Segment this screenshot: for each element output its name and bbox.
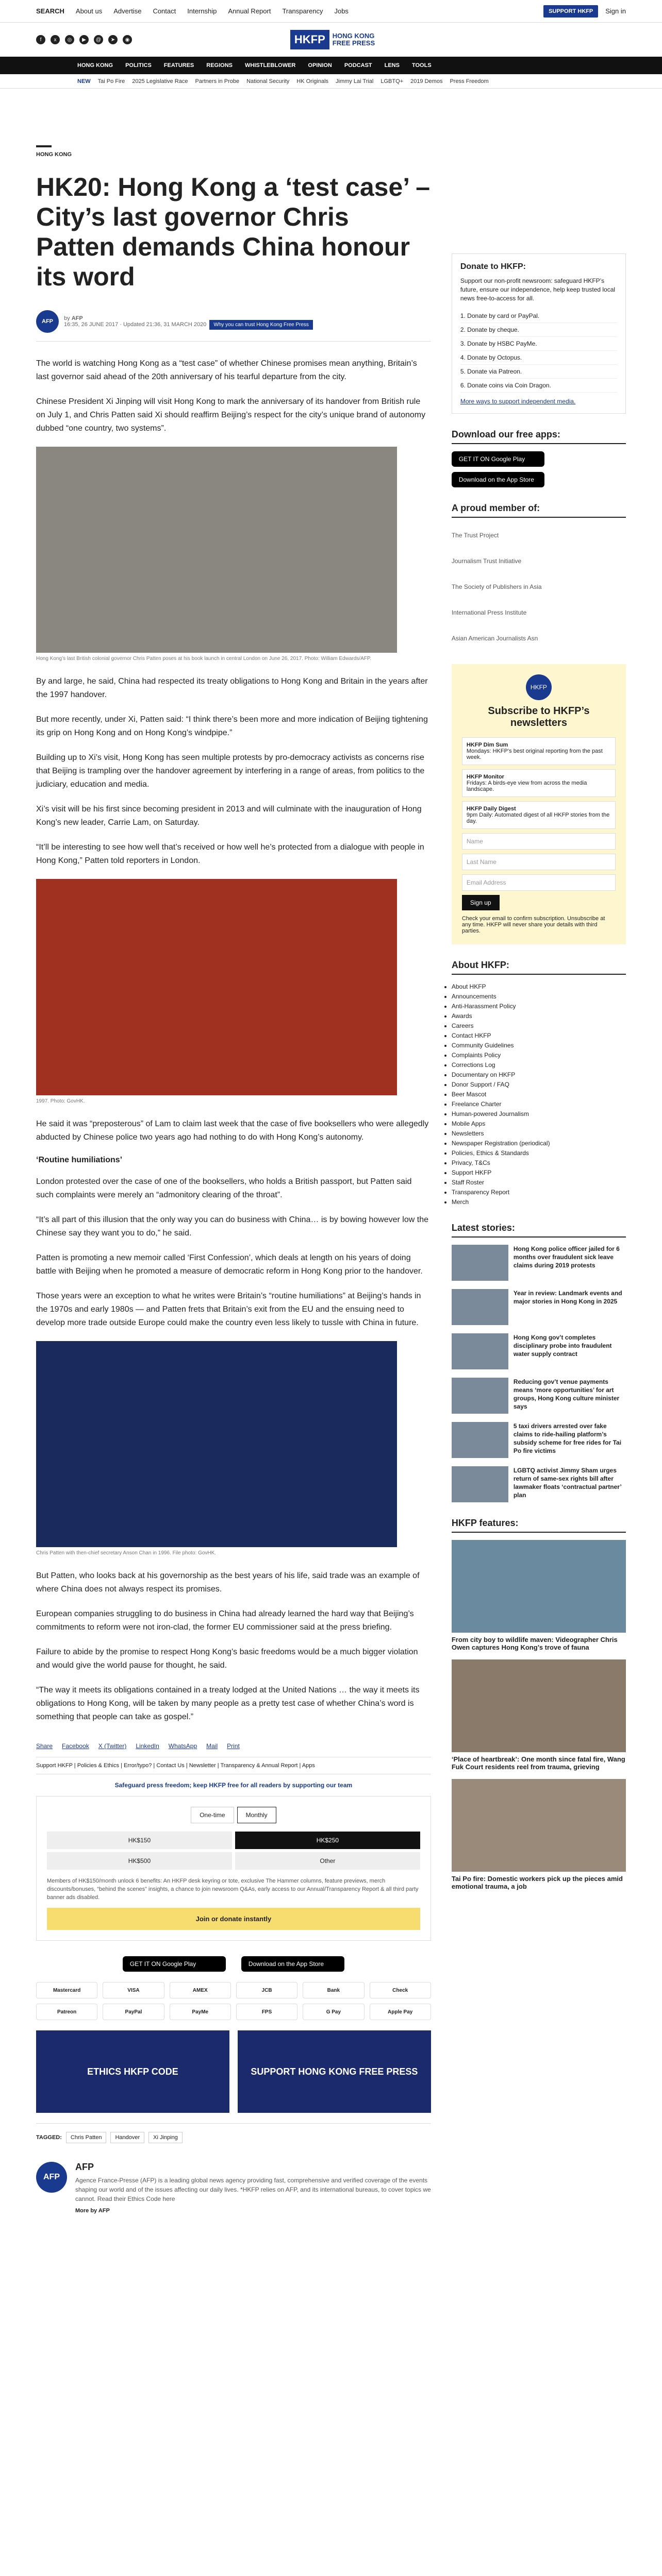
amount-option[interactable]: Other xyxy=(235,1852,420,1870)
telegram-icon[interactable]: ➤ xyxy=(108,35,118,44)
about-link[interactable]: • Careers xyxy=(452,1021,626,1031)
feature-photo xyxy=(452,1659,626,1752)
instagram-icon[interactable]: ◎ xyxy=(65,35,74,44)
about-link[interactable]: • Beer Mascot xyxy=(452,1090,626,1099)
nav-politics[interactable]: POLITICS xyxy=(125,62,152,69)
paragraph: But Patten, who looks back at his governorship as the best years of his life, said trade was an example of where China does not always respect its promises. xyxy=(36,1571,420,1594)
nav-opinion[interactable]: OPINION xyxy=(308,62,332,69)
about-link[interactable]: • Awards xyxy=(452,1011,626,1021)
trending-tag[interactable]: Jimmy Lai Trial xyxy=(336,78,374,84)
trending-tags xyxy=(0,74,662,89)
byline: AFP by AFP 16:35, 26 JUNE 2017 · Updated 21:36, 31 MARCH 2020 Why you can trust Hong Kong Free Press xyxy=(36,310,431,342)
tab-monthly[interactable]: Monthly xyxy=(237,1807,276,1823)
trending-tag[interactable]: National Security xyxy=(246,78,290,84)
hkfp-logo[interactable]: HKFP HONG KONG FREE PRESS xyxy=(290,30,375,49)
amount-option[interactable]: HK$500 xyxy=(47,1852,232,1870)
trending-tag[interactable]: Tai Po Fire xyxy=(97,78,125,84)
more-ways-link[interactable]: More ways to support independent media. xyxy=(460,398,576,405)
about-link[interactable]: • Contact HKFP xyxy=(452,1031,626,1041)
nav-lens[interactable]: LENS xyxy=(384,62,400,69)
author-avatar[interactable]: AFP xyxy=(36,310,59,333)
payment-methods xyxy=(36,1982,431,2020)
apple-pay-icon[interactable]: Apple Pay xyxy=(370,2004,431,2020)
mastercard-icon[interactable]: Mastercard xyxy=(36,1982,97,1998)
donate-option[interactable]: 1. Donate by card or PayPal. xyxy=(460,309,617,323)
google-pay-icon[interactable]: G Pay xyxy=(303,2004,364,2020)
patten-book-photo xyxy=(36,447,397,653)
about-link[interactable]: • Mobile Apps xyxy=(452,1119,626,1129)
author-bio: Agence France-Presse (AFP) is a leading global news agency providing fast, comprehensive and verified coverage of the events shaping our world and of the issues affecting our daily lives. *HKFP relies on AFP, and its international bureaus, to cover topics we cannot. Read their Ethics Code here xyxy=(75,2177,431,2202)
article-title: HK20: Hong Kong a ‘test case’ – City’s last governor Chris Patten demands China honour its word xyxy=(36,173,431,291)
top-link-transparency[interactable]: Transparency xyxy=(282,7,323,15)
nav-podcast[interactable]: PODCAST xyxy=(344,62,372,69)
more-by-author-link[interactable]: More by AFP xyxy=(75,2208,110,2214)
paragraph: Those years were an exception to what he writes were Britain’s “routine humiliations” at Beijing’s hands in the 1970s and early 1980s — and Patten frets that Britain’s exit from the EU and the ensuing need to develop more trade outside Europe could make the country even less likely to tussle with China in future. xyxy=(36,1292,421,1327)
list-item[interactable]: Reducing gov’t venue payments means ‘more opportunities’ for art groups, Hong Kong culture minister says xyxy=(452,1378,626,1414)
patten-chan-photo xyxy=(36,1341,397,1547)
article-dates: 16:35, 26 JUNE 2017 · Updated 21:36, 31 MARCH 2020 xyxy=(64,321,207,328)
rss-icon[interactable]: ◉ xyxy=(123,35,132,44)
join-button[interactable]: Join or donate instantly xyxy=(47,1908,420,1930)
handover-ceremony-photo xyxy=(36,879,397,1095)
trust-project-logo[interactable]: The Trust Project xyxy=(451,532,499,539)
trending-tag[interactable]: Press Freedom xyxy=(450,78,489,84)
nav-tools[interactable]: TOOLS xyxy=(411,62,432,69)
bank-icon[interactable]: Bank xyxy=(303,1982,364,1998)
story-thumbnail xyxy=(452,1245,508,1281)
latest-list xyxy=(452,1245,626,1502)
author-box xyxy=(36,2151,431,2224)
paragraph: Xi’s visit will be his first since becoming president in 2013 and will culminate with the inauguration of Hong Kong’s new leader, Carrie Lam, on Saturday. xyxy=(36,805,422,827)
cheque-icon[interactable]: Check xyxy=(370,1982,431,1998)
about-title: About HKFP: xyxy=(452,960,626,975)
top-link-advertise[interactable]: Advertise xyxy=(113,7,142,15)
donate-option[interactable]: 6. Donate coins via Coin Dragon. xyxy=(460,379,617,393)
paragraph: But more recently, under Xi, Patten said: “I think there’s been more and more indication of Beijing tightening its grip on Hong Kong and on Hong Kong’s windpipe.” xyxy=(36,715,428,737)
apps-title: Download our free apps: xyxy=(452,429,626,444)
nav-whistleblower[interactable]: WHISTLEBLOWER xyxy=(245,62,296,69)
sign-up-button[interactable]: Sign up xyxy=(462,895,500,910)
support-links[interactable]: Support HKFP | Policies & Ethics | Error/typo? | Contact Us | Newsletter | Transparency & Annual Report | Apps xyxy=(36,1757,431,1774)
feature-card[interactable]: ‘Place of heartbreak’: One month since fatal fire, Wang Fuk Court residents reel from trauma, grieving xyxy=(452,1659,626,1771)
top-link-about[interactable]: About us xyxy=(75,7,103,15)
masthead xyxy=(0,23,662,57)
story-thumbnail xyxy=(452,1466,508,1502)
author-name[interactable]: AFP xyxy=(71,315,83,321)
nav-features[interactable]: FEATURES xyxy=(163,62,194,69)
trending-tag[interactable]: HK Originals xyxy=(296,78,329,84)
paragraph: “It’s all part of this illusion that the only way you can do business with China… is by bowing however low the Chinese say they want you to do,” he said. xyxy=(36,1215,428,1238)
tag-chip[interactable]: Handover xyxy=(110,2132,144,2143)
subheading: ‘Routine humiliations’ xyxy=(36,1156,123,1164)
member-title: A proud member of: xyxy=(452,503,626,518)
tag-chip[interactable]: Xi Jinping xyxy=(148,2132,183,2143)
tagged-bar: TAGGED: Chris Patten Handover Xi Jinping xyxy=(36,2123,431,2151)
top-link-jobs[interactable]: Jobs xyxy=(334,7,349,15)
donate-option[interactable]: 3. Donate by HSBC PayMe. xyxy=(460,337,617,351)
about-link[interactable]: • Policies, Ethics & Standards xyxy=(452,1148,626,1158)
list-item[interactable]: LGBTQ activist Jimmy Sham urges return of same-sex rights bill after lawmaker floats ‘contractual partner’ plan xyxy=(452,1466,626,1502)
newsletter-option[interactable]: HKFP Dim Sum Mondays: HKFP’s best original reporting from the past week. xyxy=(462,737,616,765)
about-link[interactable]: • Anti-Harassment Policy xyxy=(452,1002,626,1011)
share-print[interactable]: Print xyxy=(227,1742,240,1750)
feature-card[interactable]: Tai Po fire: Domestic workers pick up the pieces amid emotional trauma, a job xyxy=(452,1779,626,1890)
list-item[interactable]: Hong Kong gov’t completes disciplinary probe into fraudulent water supply contract xyxy=(452,1333,626,1369)
photo-caption: Hong Kong’s last British colonial governor Chris Patten poses at his book launch in central London on June 26, 2017. Photo: William Edwards/AFP. xyxy=(36,656,372,662)
about-link[interactable]: • Donor Support / FAQ xyxy=(452,1080,626,1090)
donate-option[interactable]: 2. Donate by cheque. xyxy=(460,323,617,337)
paragraph: “The way it meets its obligations contained in a treaty lodged at the United Nations … the way it meets its obligations to Hong Kong, will be taken by many people as a pretty test case of whether China’s word is something that people can take as gospel.” xyxy=(36,1686,420,1721)
features-title: HKFP features: xyxy=(452,1518,626,1533)
new-label: NEW xyxy=(77,78,91,84)
author-avatar[interactable]: AFP xyxy=(36,2162,67,2193)
about-link[interactable]: • Announcements xyxy=(452,992,626,1002)
youtube-icon[interactable]: ▶ xyxy=(79,35,89,44)
facebook-icon[interactable]: f xyxy=(36,35,45,44)
about-link[interactable]: • Freelance Charter xyxy=(452,1099,626,1109)
paragraph: By and large, he said, China had respected its treaty obligations to Hong Kong and Britain in the years after the 1997 handover. xyxy=(36,677,428,699)
share-link[interactable]: Share xyxy=(36,1742,53,1750)
trending-tag[interactable]: LGBTQ+ xyxy=(380,78,404,84)
donate-box xyxy=(452,253,626,414)
sign-in-link[interactable]: Sign in xyxy=(605,7,626,15)
top-link-annual[interactable]: Annual Report xyxy=(228,7,271,15)
fps-icon[interactable]: FPS xyxy=(236,2004,297,2020)
google-play-badge[interactable]: GET IT ON Google Play xyxy=(123,1956,226,1972)
visa-icon[interactable]: VISA xyxy=(103,1982,164,1998)
about-link[interactable]: • Human-powered Journalism xyxy=(452,1109,626,1119)
x-icon[interactable]: x xyxy=(51,35,60,44)
trending-tag[interactable]: 2019 Demos xyxy=(410,78,443,84)
jcb-icon[interactable]: JCB xyxy=(236,1982,297,1998)
last-name-field[interactable]: Last Name xyxy=(462,854,616,870)
about-link[interactable]: • Privacy, T&Cs xyxy=(452,1158,626,1168)
threads-icon[interactable]: @ xyxy=(94,35,103,44)
story-thumbnail xyxy=(452,1333,508,1369)
app-badges xyxy=(36,1956,431,1972)
author-box-name[interactable]: AFP xyxy=(75,2162,94,2172)
donation-widget xyxy=(36,1796,431,1941)
article xyxy=(36,89,431,2224)
newsletter-option[interactable]: HKFP Monitor Fridays: A birds-eye view from across the media landscape. xyxy=(462,769,616,797)
about-link[interactable]: • Merch xyxy=(452,1197,626,1207)
sopa-logo[interactable]: The Society of Publishers in Asia xyxy=(451,583,542,590)
google-play-badge[interactable]: GET IT ON Google Play xyxy=(452,451,544,467)
nav-hong-kong[interactable]: HONG KONG xyxy=(77,62,113,69)
app-store-badge[interactable]: Download on the App Store xyxy=(452,472,544,487)
newsletter-note: Check your email to confirm subscription. Unsubscribe at any time. HKFP will never share your details with third parties. xyxy=(461,916,605,934)
amex-icon[interactable]: AMEX xyxy=(170,1982,231,1998)
hkfp-round-logo: HKFP xyxy=(526,674,552,700)
paragraph: Building up to Xi’s visit, Hong Kong has seen multiple protests by pro-democracy activists as concerns rise that Beijing is trampling over the handover agreement by interfering in a range of areas, from politics to the judiciary, education and media. xyxy=(36,753,425,789)
latest-title: Latest stories: xyxy=(452,1223,626,1238)
share-whatsapp[interactable]: WhatsApp xyxy=(168,1742,197,1750)
story-thumbnail xyxy=(452,1378,508,1414)
trending-tag[interactable]: 2025 Legislative Race xyxy=(132,78,188,84)
paragraph: He said it was “preposterous” of Lam to claim last week that the case of five booksellers who were allegedly abducted by Chinese police two years ago had nothing to do with Hong Kong’s autonomy. xyxy=(36,1120,429,1142)
donate-intro[interactable]: Support our non-profit newsroom: safeguard HKFP’s future, ensure our independence, help keep trusted local news free-to-access for all. xyxy=(460,277,616,302)
paragraph: “It’ll be interesting to see how well that’s received or how well he’s protected from a dialogue with people in Hong Kong,” Patten told reporters in London. xyxy=(36,843,424,865)
paragraph: Failure to abide by the promise to respect Hong Kong’s basic freedoms would be a much bigger violation and would give the world pause for thought, he said. xyxy=(36,1648,418,1670)
about-link[interactable]: • Documentary on HKFP xyxy=(452,1070,626,1080)
photo-caption: 1997. Photo: GovHK. xyxy=(36,1098,85,1104)
about-link[interactable]: • Support HKFP xyxy=(452,1168,626,1178)
newsletter-box xyxy=(452,664,626,944)
donate-option[interactable]: 5. Donate via Patreon. xyxy=(460,365,617,379)
paypal-icon[interactable]: PayPal xyxy=(103,2004,164,2020)
ethics-code-banner[interactable]: ETHICS HKFP CODE xyxy=(36,2030,229,2113)
feature-photo xyxy=(452,1540,626,1633)
feature-card[interactable]: From city boy to wildlife maven: Videographer Chris Owen captures Hong Kong’s trove of fauna xyxy=(452,1540,626,1651)
amount-option[interactable]: HK$150 xyxy=(47,1832,232,1849)
share-mail[interactable]: Mail xyxy=(206,1742,218,1750)
about-link[interactable]: • Newsletters xyxy=(452,1129,626,1139)
ipi-logo[interactable]: International Press Institute xyxy=(451,609,527,616)
support-hkfp-button[interactable]: SUPPORT HKFP xyxy=(543,5,598,18)
amount-option[interactable]: HK$250 xyxy=(235,1832,420,1849)
about-link[interactable]: • Community Guidelines xyxy=(452,1041,626,1050)
aaja-logo[interactable]: Asian American Journalists Asn xyxy=(451,635,538,642)
list-item[interactable]: 5 taxi drivers arrested over fake claims to ride-hailing platform’s subsidy scheme for free rides for Tai Po fire victims xyxy=(452,1422,626,1458)
paragraph: Chinese President Xi Jinping will visit Hong Kong to mark the anniversary of its handover from British rule on July 1, and Chris Patten said Xi should reaffirm Beijing’s respect for the city’s unique brand of autonomy dubbed “one country, two systems”. xyxy=(36,397,426,433)
list-item[interactable]: Year in review: Landmark events and major stories in Hong Kong in 2025 xyxy=(452,1289,626,1325)
about-link[interactable]: • Complaints Policy xyxy=(452,1050,626,1060)
sidebar xyxy=(452,253,626,2224)
name-field[interactable]: Name xyxy=(462,833,616,850)
share-linkedin[interactable]: LinkedIn xyxy=(136,1742,159,1750)
list-item[interactable]: Hong Kong police officer jailed for 6 months over fraudulent sick leave claims during 2019 protests xyxy=(452,1245,626,1281)
top-bar xyxy=(0,0,662,23)
share-x[interactable]: X (Twitter) xyxy=(98,1742,127,1750)
paragraph: Patten is promoting a new memoir called ‘First Confession’, which deals at length on his years of doing battle with Beijing when he promoted a measure of democratic reform in Hong Kong prior to the handover. xyxy=(36,1253,423,1276)
about-link[interactable]: • Transparency Report xyxy=(452,1188,626,1197)
paragraph: The world is watching Hong Kong as a “test case” of whether Chinese promises mean anything, Britain’s last governor said ahead of the 20th anniversary of his tearful departure from the city. xyxy=(36,359,417,381)
paragraph: European companies struggling to do business in China had already learned the hard way that Beijing’s commitments to reform were not iron-clad, the former EU commissioner said at the press briefing. xyxy=(36,1609,414,1632)
about-link[interactable]: • Newspaper Registration (periodical) xyxy=(452,1139,626,1148)
promo-banners xyxy=(36,2030,431,2113)
top-link-internship[interactable]: Internship xyxy=(187,7,217,15)
section-rule xyxy=(36,145,52,147)
about-list xyxy=(452,982,626,1207)
story-thumbnail xyxy=(452,1422,508,1458)
about-link[interactable]: • Corrections Log xyxy=(452,1060,626,1070)
paragraph: London protested over the case of one of the booksellers, who holds a British passport, but Patten said such complaints were merely an “admonitory clearing of the throat”. xyxy=(36,1177,412,1199)
donate-title: Donate to HKFP: xyxy=(460,262,526,271)
email-field[interactable]: Email Address xyxy=(462,874,616,891)
nav-regions[interactable]: REGIONS xyxy=(206,62,233,69)
photo-caption: Chris Patten with then-chief secretary Anson Chan in 1996. File photo: GovHK. xyxy=(36,1550,217,1556)
membership-description: Members of HK$150/month unlock 6 benefits: An HKFP desk keyring or tote, exclusive The Hammer columns, feature previews, merch discounts/bonuses, “behind the scenes” insights, a chance to join newsroom Q&As, early access to our Annual/Transparency Report & all third party banner ads disabled. xyxy=(47,1878,419,1901)
about-link[interactable]: • About HKFP xyxy=(452,982,626,992)
share-facebook[interactable]: Facebook xyxy=(62,1742,89,1750)
main-nav xyxy=(0,57,662,74)
share-bar xyxy=(36,1735,431,1757)
trending-tag[interactable]: Partners in Probe xyxy=(195,78,240,84)
tab-one-time[interactable]: One-time xyxy=(191,1807,234,1823)
tag-chip[interactable]: Chris Patten xyxy=(66,2132,107,2143)
patreon-icon[interactable]: Patreon xyxy=(36,2004,97,2020)
jti-logo[interactable]: Journalism Trust Initiative xyxy=(451,557,522,565)
newsletter-title: Subscribe to HKFP’s newsletters xyxy=(488,705,590,728)
trust-badge[interactable]: Why you can trust Hong Kong Free Press xyxy=(209,320,313,330)
support-hkfp-banner[interactable]: SUPPORT HONG KONG FREE PRESS xyxy=(238,2030,431,2113)
donate-option[interactable]: 4. Donate by Octopus. xyxy=(460,351,617,365)
about-link[interactable]: • Staff Roster xyxy=(452,1178,626,1188)
app-store-badge[interactable]: Download on the App Store xyxy=(241,1956,344,1972)
payme-icon[interactable]: PayMe xyxy=(170,2004,231,2020)
feature-photo xyxy=(452,1779,626,1872)
story-thumbnail xyxy=(452,1289,508,1325)
safeguard-banner: Safeguard press freedom; keep HKFP free for all readers by supporting our team xyxy=(114,1782,353,1789)
top-link-contact[interactable]: Contact xyxy=(153,7,176,15)
search-button[interactable]: SEARCH xyxy=(36,7,64,15)
section-label[interactable]: HONG KONG xyxy=(36,151,72,158)
newsletter-option[interactable]: HKFP Daily Digest 9pm Daily: Automated digest of all HKFP stories from the day. xyxy=(462,801,616,829)
